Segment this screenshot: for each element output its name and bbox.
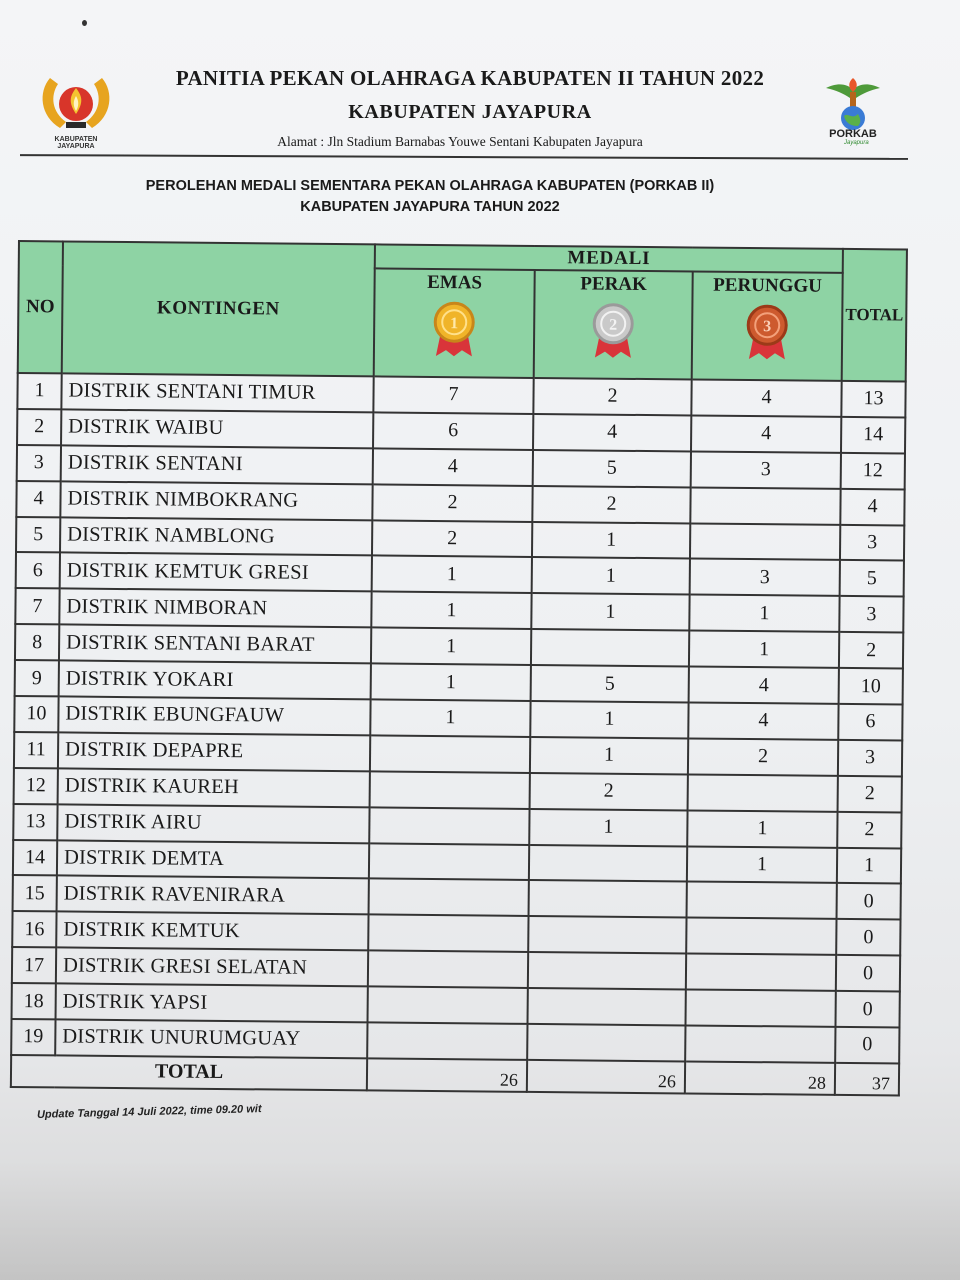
report-title-line1: PEROLEHAN MEDALI SEMENTARA PEKAN OLAHRAGA KABUPATEN (PORKAB II): [145, 178, 715, 194]
logo-right-subcaption: Jayapura: [844, 140, 869, 146]
row-perunggu: 1: [689, 631, 839, 668]
row-no: 2: [17, 409, 61, 445]
row-total: 1: [837, 847, 901, 884]
row-perak: 2: [530, 773, 688, 810]
header-emas: [374, 268, 535, 378]
row-perak: 1: [532, 557, 690, 594]
kabupaten-jayapura-logo: [36, 66, 116, 148]
row-total: 3: [839, 596, 903, 633]
row-perunggu: 2: [688, 738, 838, 775]
header-perak: [534, 270, 693, 380]
header-total: TOTAL: [842, 249, 907, 382]
row-total: 12: [841, 453, 905, 490]
row-emas: 1: [370, 699, 530, 736]
gold-medal-number: 1: [450, 315, 459, 333]
row-emas: 4: [373, 448, 533, 485]
row-emas: 1: [371, 628, 531, 665]
row-emas: 1: [372, 556, 532, 593]
row-kontingen: DISTRIK KEMTUK: [56, 912, 368, 951]
row-perunggu: 4: [688, 702, 838, 739]
row-total: 0: [835, 1027, 899, 1064]
row-emas: [368, 987, 528, 1024]
row-kontingen: DISTRIK UNURUMGUAY: [55, 1019, 367, 1058]
row-no: 14: [13, 840, 57, 876]
totals-perak: 26: [527, 1060, 685, 1094]
letterhead-divider: [20, 154, 908, 160]
row-perunggu: [686, 954, 836, 991]
row-emas: 7: [373, 376, 533, 413]
row-total: 4: [840, 489, 904, 526]
row-perak: [527, 1024, 685, 1061]
totals-total: 37: [835, 1063, 899, 1096]
totals-perunggu: 28: [685, 1061, 835, 1094]
report-title-line2: KABUPATEN JAYAPURA TAHUN 2022: [300, 199, 560, 215]
row-perunggu: [686, 918, 836, 955]
emblem-icon: [36, 66, 116, 136]
row-total: 2: [837, 812, 901, 849]
row-total: 0: [836, 955, 900, 992]
row-perak: 2: [533, 378, 691, 415]
row-perak: [528, 916, 686, 953]
row-total: 3: [838, 740, 902, 777]
row-emas: 2: [372, 484, 532, 521]
logo-left-caption: KABUPATEN JAYAPURA: [54, 136, 98, 150]
row-no: 10: [14, 696, 58, 732]
row-no: 5: [16, 517, 60, 553]
totals-label: TOTAL: [11, 1055, 367, 1090]
header-perunggu: [692, 271, 843, 380]
row-kontingen: DISTRIK EBUNGFAUW: [58, 696, 370, 735]
row-perunggu: [690, 487, 840, 524]
medal-table-wrapper: [10, 240, 918, 1097]
row-emas: [369, 879, 529, 916]
header-kontingen: KONTINGEN: [62, 241, 375, 376]
row-perak: 1: [530, 737, 688, 774]
row-perunggu: 3: [690, 559, 840, 596]
row-kontingen: DISTRIK KAUREH: [58, 768, 370, 807]
row-perak: [528, 952, 686, 989]
row-perak: 5: [533, 450, 691, 487]
row-no: 3: [17, 445, 61, 481]
row-total: 6: [838, 704, 902, 741]
header-perak-label: PERAK: [580, 273, 647, 296]
row-perunggu: 1: [687, 810, 837, 847]
row-kontingen: DISTRIK DEMTA: [57, 840, 369, 879]
torch-globe-icon: [818, 76, 888, 132]
paper-speck: [82, 20, 87, 26]
row-perunggu: 4: [691, 379, 841, 416]
row-total: 14: [841, 417, 905, 454]
row-kontingen: DISTRIK SENTANI BARAT: [59, 625, 371, 664]
row-total: 10: [839, 668, 903, 705]
row-perak: 1: [532, 522, 690, 559]
logo-right-caption: PORKAB: [829, 128, 877, 140]
row-kontingen: DISTRIK DEPAPRE: [58, 732, 370, 771]
letterhead-subtitle: KABUPATEN JAYAPURA: [348, 101, 592, 123]
row-perak: 1: [529, 809, 687, 846]
row-perunggu: [690, 523, 840, 560]
row-total: 0: [837, 883, 901, 920]
row-no: 1: [17, 373, 61, 409]
row-perak: 1: [530, 701, 688, 738]
row-kontingen: DISTRIK GRESI SELATAN: [56, 948, 368, 987]
row-no: 6: [16, 552, 60, 588]
bronze-medal-icon: [745, 303, 790, 361]
row-emas: [370, 735, 530, 772]
table-body: [11, 373, 906, 1063]
row-total: 0: [836, 991, 900, 1028]
row-no: 7: [15, 588, 59, 624]
row-kontingen: DISTRIK SENTANI TIMUR: [61, 373, 373, 412]
update-note: Update Tanggal 14 Juli 2022, time 09.20 wit: [36, 1103, 262, 1121]
row-total: 2: [838, 776, 902, 813]
letterhead-title: PANITIA PEKAN OLAHRAGA KABUPATEN II TAHUN 2022: [175, 66, 765, 90]
totals-emas: 26: [367, 1058, 527, 1092]
row-perak: [531, 629, 689, 666]
row-emas: [368, 915, 528, 952]
row-perak: 2: [532, 486, 690, 523]
header-emas-label: EMAS: [427, 271, 483, 294]
row-perunggu: 3: [691, 451, 841, 488]
row-no: 18: [12, 983, 56, 1019]
gold-medal-icon: [432, 300, 477, 358]
row-perunggu: 4: [689, 667, 839, 704]
row-emas: [370, 771, 530, 808]
row-kontingen: DISTRIK RAVENIRARA: [57, 876, 369, 915]
row-no: 12: [14, 768, 58, 804]
row-total: 2: [839, 632, 903, 669]
row-no: 13: [13, 804, 57, 840]
row-no: 19: [11, 1019, 55, 1055]
row-perunggu: 4: [691, 415, 841, 452]
row-total: 0: [836, 919, 900, 956]
medal-table: [10, 240, 908, 1096]
row-no: 9: [15, 660, 59, 696]
row-total: 3: [840, 524, 904, 561]
row-no: 17: [12, 947, 56, 983]
photo-shadow: [0, 1160, 960, 1280]
row-kontingen: DISTRIK SENTANI: [61, 445, 373, 484]
row-emas: [369, 807, 529, 844]
silver-medal-number: 2: [609, 316, 618, 334]
row-emas: 1: [371, 664, 531, 701]
row-perak: [529, 845, 687, 882]
table-header: [18, 241, 907, 382]
row-kontingen: DISTRIK NAMBLONG: [60, 517, 372, 556]
row-no: 16: [12, 911, 56, 947]
row-perunggu: [685, 990, 835, 1027]
row-emas: [367, 1022, 527, 1059]
header-medali: MEDALI: [375, 244, 843, 272]
row-emas: [369, 843, 529, 880]
row-perak: [529, 880, 687, 917]
row-kontingen: DISTRIK NIMBOKRANG: [60, 481, 372, 520]
row-perak: 4: [533, 414, 691, 451]
row-kontingen: DISTRIK YOKARI: [59, 661, 371, 700]
row-perak: 5: [531, 665, 689, 702]
row-emas: 1: [371, 592, 531, 629]
row-no: 4: [16, 481, 60, 517]
porkab-logo: [818, 76, 888, 152]
row-no: 15: [13, 875, 57, 911]
row-emas: 6: [373, 412, 533, 449]
row-perunggu: 1: [689, 595, 839, 632]
letterhead-address: Alamat : Jln Stadium Barnabas Youwe Sentani Kabupaten Jayapura: [277, 134, 643, 149]
bronze-medal-number: 3: [763, 318, 772, 336]
row-perunggu: [687, 882, 837, 919]
row-kontingen: DISTRIK KEMTUK GRESI: [60, 553, 372, 592]
row-perunggu: [685, 1025, 835, 1062]
row-kontingen: DISTRIK AIRU: [57, 804, 369, 843]
row-emas: [368, 951, 528, 988]
row-perak: 1: [531, 593, 689, 630]
row-perunggu: [688, 774, 838, 811]
row-kontingen: DISTRIK NIMBORAN: [59, 589, 371, 628]
row-perak: [527, 988, 685, 1025]
row-kontingen: DISTRIK WAIBU: [61, 409, 373, 448]
row-emas: 2: [372, 520, 532, 557]
silver-medal-icon: [591, 302, 636, 360]
row-no: 11: [14, 732, 58, 768]
row-no: 8: [15, 624, 59, 660]
row-total: 13: [841, 381, 905, 418]
header-no: NO: [18, 241, 63, 373]
row-perunggu: 1: [687, 846, 837, 883]
row-total: 5: [840, 560, 904, 597]
header-perunggu-label: PERUNGGU: [713, 274, 823, 297]
row-kontingen: DISTRIK YAPSI: [56, 984, 368, 1023]
